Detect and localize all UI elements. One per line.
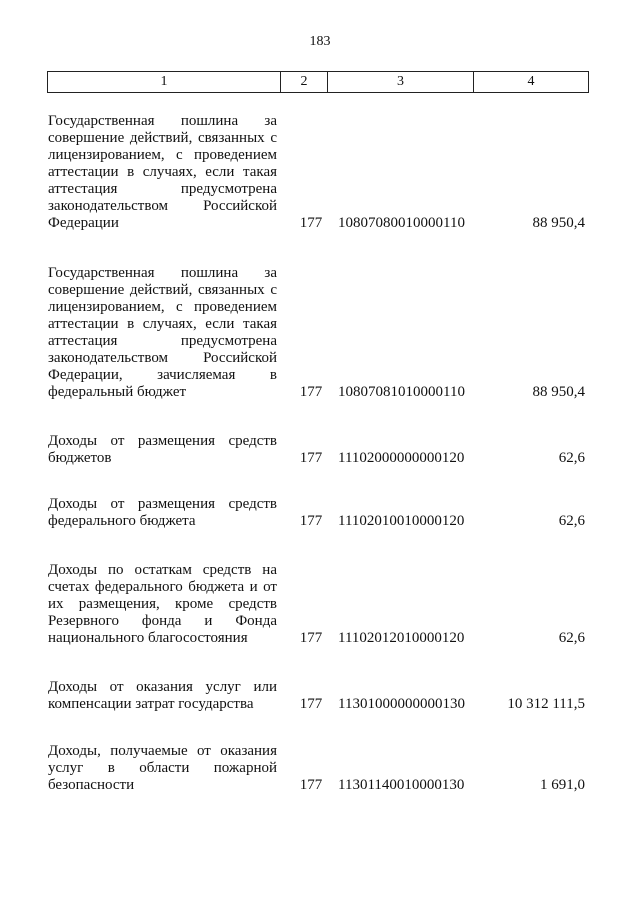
description-line: безопасности	[48, 777, 135, 793]
description-line: совершение действий, связанных с	[48, 130, 277, 146]
amount-value: 1 691,0	[540, 777, 585, 793]
budget-classification-code: 11102000000000120	[338, 450, 465, 466]
amount-value: 62,6	[558, 450, 585, 466]
budget-classification-code: 10807080010000110	[338, 215, 465, 231]
description-line: Доходы от размещения средств	[48, 496, 277, 512]
amount-value: 10 312 111,5	[507, 696, 585, 712]
budget-classification-code: 11102012010000120	[338, 630, 465, 646]
description-line: счетах федерального бюджета и от	[48, 579, 277, 595]
admin-code: 177	[299, 696, 323, 712]
budget-classification-code: 10807081010000110	[338, 384, 465, 400]
amount-value: 88 950,4	[532, 215, 585, 231]
column-header-2: 2	[281, 72, 328, 93]
description-line: Доходы от оказания услуг или	[48, 679, 277, 695]
budget-classification-code: 11301000000000130	[338, 696, 465, 712]
column-header-3: 3	[328, 72, 474, 93]
description-line: бюджетов	[48, 450, 112, 466]
description-line: совершение действий, связанных с	[48, 282, 277, 298]
admin-code: 177	[299, 450, 323, 466]
amount-value: 62,6	[558, 630, 585, 646]
description-line: Доходы по остаткам средств на	[48, 562, 277, 578]
description-line: услуг в области пожарной	[48, 760, 277, 776]
description-line: законодательством Российской	[48, 350, 277, 366]
admin-code: 177	[299, 384, 323, 400]
description-line: компенсации затрат государства	[48, 696, 254, 712]
amount-value: 62,6	[558, 513, 585, 529]
description-line: федеральный бюджет	[48, 384, 187, 400]
admin-code: 177	[299, 513, 323, 529]
revenue-description	[48, 496, 277, 530]
revenue-description	[48, 433, 277, 467]
description-line: Федерации, зачисляемая в	[48, 367, 277, 383]
page-number: 183	[309, 34, 331, 49]
description-line: лицензированием, с проведением	[48, 299, 277, 315]
admin-code: 177	[299, 215, 323, 231]
budget-classification-code: 11301140010000130	[338, 777, 465, 793]
description-line: законодательством Российской	[48, 198, 277, 214]
description-line: Доходы от размещения средств	[48, 433, 277, 449]
description-line: аттестация предусмотрена	[48, 333, 277, 349]
revenue-description	[48, 679, 277, 713]
column-header-table	[47, 71, 589, 93]
amount-value: 88 950,4	[532, 384, 585, 400]
description-line: аттестации в случаях, если такая	[48, 164, 277, 180]
description-line: Федерации	[48, 215, 119, 231]
revenue-description	[48, 265, 277, 401]
description-line: Государственная пошлина за	[48, 265, 277, 281]
description-line: лицензированием, с проведением	[48, 147, 277, 163]
description-line: их размещения, кроме средств	[48, 596, 277, 612]
description-line: Резервного фонда и Фонда	[48, 613, 277, 629]
admin-code: 177	[299, 630, 323, 646]
description-line: федерального бюджета	[48, 513, 196, 529]
budget-classification-code: 11102010010000120	[338, 513, 465, 529]
revenue-description	[48, 743, 277, 794]
column-header-1: 1	[48, 72, 281, 93]
description-line: Доходы, получаемые от оказания	[48, 743, 277, 759]
admin-code: 177	[299, 777, 323, 793]
revenue-description	[48, 562, 277, 647]
description-line: аттестация предусмотрена	[48, 181, 277, 197]
description-line: национального благосостояния	[48, 630, 248, 646]
description-line: Государственная пошлина за	[48, 113, 277, 129]
description-line: аттестации в случаях, если такая	[48, 316, 277, 332]
revenue-description	[48, 113, 277, 232]
column-header-4: 4	[474, 72, 589, 93]
